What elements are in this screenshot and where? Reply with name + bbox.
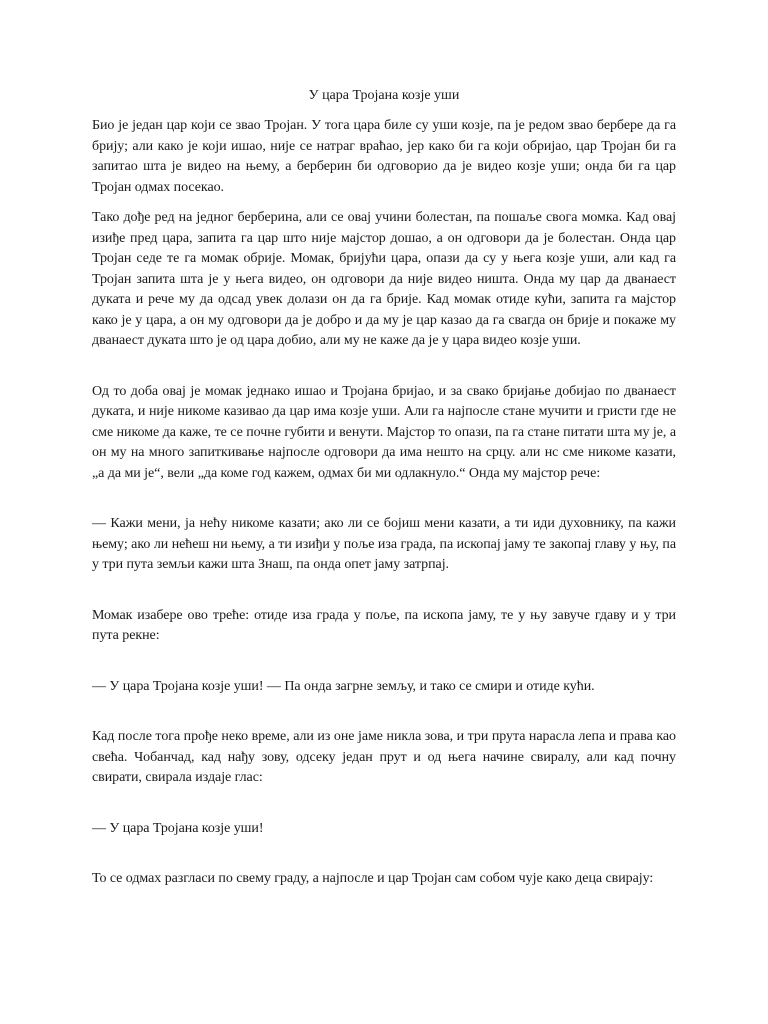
paragraph-spacer xyxy=(92,198,676,208)
document-title: У цара Тројана козје уши xyxy=(308,88,460,103)
paragraph-spacer xyxy=(92,647,676,677)
paragraph-6: — У цара Тројана козје уши! — Па онда загрне земљу, и тако се смири и отиде кући. xyxy=(92,678,595,694)
paragraph-spacer xyxy=(92,484,676,514)
paragraph-4: — Кажи мени, ја нећу никоме казати; ако ли се бојиш мени казати, а ти иди духовнику, па кажи њему; ако ли нећеш ни њему, а ти изиђи у поље иза града, па ископај јаму те закопај главу у њу, па у три пута земљи кажи шта Знаш, па онда опет јаму затрпај. xyxy=(92,516,676,572)
paragraph-3: Од то доба овај је момак једнако ишао и Тројана бријао, и за свако бријање добијао по дванаест дуката, и није никоме казивао да цар има козје уши. Али га најпосле стане мучити и гристи где не сме никоме да каже, те се почне губити и венути. Мајстор то опази, па га стане питати шта му је, а он му на много запиткивање најпосле одговори да има нешто на срцу. али нс сме никоме казати, „а да ми је“, вели „да коме год кажем, одмах би ми одлакнуло.“ Онда му мајстор рече: xyxy=(92,383,676,481)
paragraph-spacer xyxy=(92,352,676,382)
paragraph-1: Био је један цар који се звао Тројан. У тога цара биле су уши козје, па је редом звао бербере да га брију; али како је који ишао, није се натраг враћао, јер како би га који обријао, цар Тројан би га запитао шта је видео на њему, а берберин би одговорио да је видео козје уши; онда би га цар Тројан одмах посекао. xyxy=(92,118,676,195)
document-page xyxy=(92,86,676,890)
paragraph-spacer xyxy=(92,697,676,727)
paragraph-spacer xyxy=(92,789,676,819)
paragraph-7: Кад после тога прође неко време, али из оне јаме никла зова, и три прута нарасла лепа и права као свећа. Чобанчад, кад нађу зову, одсеку један прут и од њега начине свиралу, али кад почну свирати, свирала издаје глас: xyxy=(92,729,676,785)
paragraph-5: Момак изабере ово треће: отиде иза града у поље, па ископа јаму, те у њу завуче гдаву и у три пута рекне: xyxy=(92,607,676,643)
paragraph-9: То се одмах разгласи по свему граду, а најпосле и цар Тројан сам собом чује како деца свирају: xyxy=(92,871,654,886)
paragraph-8: — У цара Тројана козје уши! xyxy=(92,820,264,836)
paragraph-spacer xyxy=(92,839,676,869)
paragraph-spacer xyxy=(92,576,676,606)
paragraph-2: Тако дође ред на једног берберина, али се овај учини болестан, па пошаље свога момка. Кад овај изиђе пред цара, запита га цар што није мајстор дошао, а он одговори да је болестан. Онда цар Тројан седе те га момак обрије. Момак, бријући цара, опази да су у њега козје уши, али кад га Тројан запита шта је у њега видео, он одговори да није видео ништа. Онда му цар да дванаест дуката и рече му да одсад увек долази он да га брије. Кад момак отиде кући, запита га мајстор како је у цара, а он му одговори да је добро и да му је цар казао да га свагда он брије и покаже му дванаест дуката што је од цара добио, али му не каже да је у цара видео козје уши. xyxy=(92,210,676,348)
